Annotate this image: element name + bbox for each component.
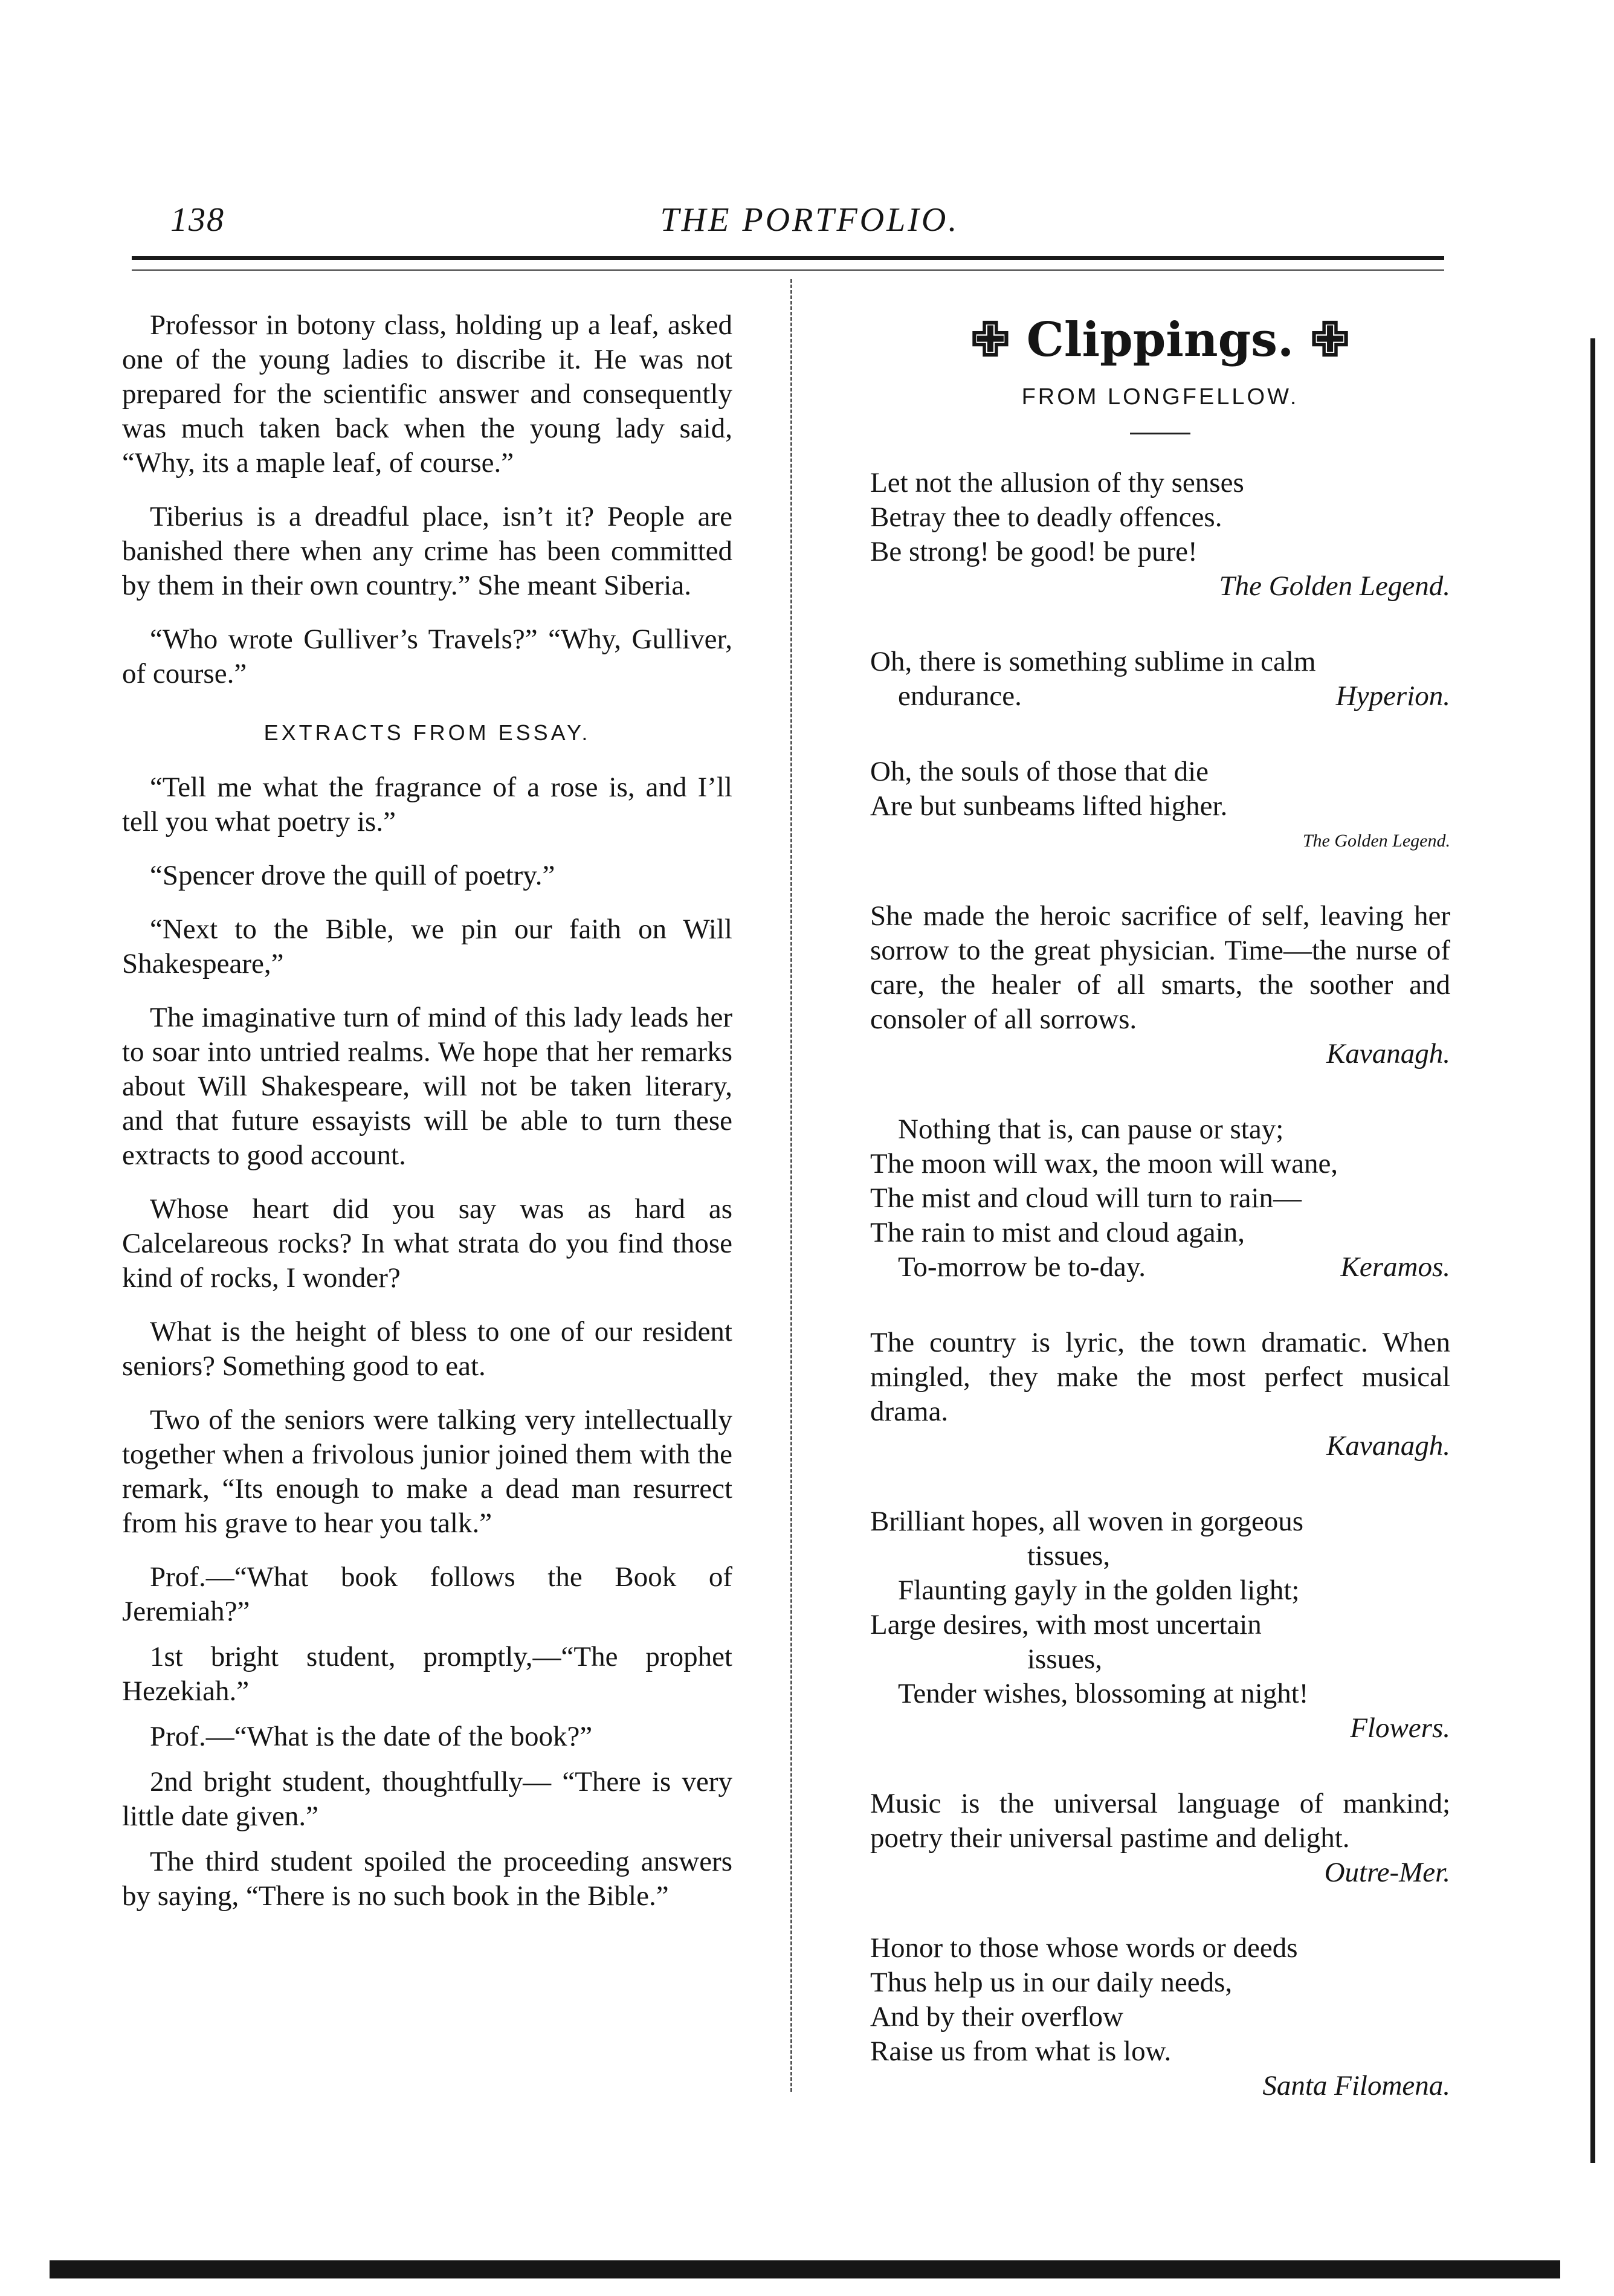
clipping-entry [870,1326,1450,1463]
attribution: Outre-Mer. [1324,1857,1450,1888]
paragraph-extract: “Spencer drove the quill of poetry.” [150,860,555,891]
dialogue-line: The third student spoiled the proceeding answers by saying, “There is no such book in the Bible.” [122,1846,732,1912]
attribution: The Golden Legend. [1302,831,1450,851]
paragraph-extract: The imaginative turn of mind of this lady leads her to soar into untried realms. We hope that her remarks about Will Shakespeare, will not be taken literary, and that future essayists will be able to turn these extracts to good account. [122,1002,732,1171]
verse-line: Oh, the souls of those that die [870,756,1209,787]
dialogue-line: 2nd bright student, thoughtfully— “There is very little date given.” [122,1766,732,1832]
clipping-entry [870,1931,1450,2103]
verse-line: Brilliant hopes, all woven in gorgeous [870,1506,1304,1537]
verse-line: Large desires, with most uncertain [870,1609,1262,1640]
clipping-entry [870,1504,1450,1746]
clippings-subtitle: FROM LONGFELLOW. [1021,384,1299,410]
verse-line: Are but sunbeams lifted higher. [870,790,1228,822]
clipping-entry [870,1112,1450,1285]
column-divider [790,279,792,2092]
paragraph-tiberius: Tiberius is a dreadful place, isn’t it? People are banished there when any crime has been committed by them in their own country.” She meant Siberia. [122,501,732,601]
verse-line-with-attribution [870,1250,1450,1285]
clipping-entry [870,755,1450,858]
header-rule-thin [132,269,1444,271]
running-title: THE PORTFOLIO. [660,201,960,239]
verse-line: To-morrow be to-day. [898,1251,1146,1283]
attribution: Kavanagh. [1326,1430,1450,1462]
clipping-entry [870,645,1450,714]
section-heading-extracts: EXTRACTS FROM ESSAY. [263,720,591,745]
page-edge-shadow [1590,338,1595,2163]
prose-quote: The country is lyric, the town dramatic. When mingled, they make the most perfect musical drama. [870,1327,1450,1427]
header-rule-thick [132,256,1444,260]
verse-line: Let not the allusion of thy senses [870,467,1244,498]
prose-quote: Music is the universal language of mankind; poetry their universal pastime and delight. [870,1788,1450,1854]
paragraph-gulliver: “Who wrote Gulliver’s Travels?” “Why, Gulliver, of course.” [122,624,732,689]
paragraph-extract: Two of the seniors were talking very intellectually together when a frivolous junior joined them with the remark, “Its enough to make a dead man resurrect from his grave to hear you talk.” [122,1404,732,1539]
page-number: 138 [170,201,225,239]
dialogue-line: Prof.—“What is the date of the book?” [150,1721,593,1752]
attribution: Flowers. [1350,1712,1450,1744]
verse-line: endurance. [898,680,1022,712]
attribution: Keramos. [1340,1251,1450,1283]
paragraph-extract: “Next to the Bible, we pin our faith on Will Shakespeare,” [122,914,732,979]
verse-line: The moon will wax, the moon will wane, [870,1148,1338,1179]
verse-line: tissues, [1027,1540,1111,1572]
verse-line: Thus help us in our daily needs, [870,1967,1233,1998]
clipping-entry [870,466,1450,604]
right-column [870,308,1450,2144]
verse-line: Betray thee to deadly offences. [870,501,1222,533]
paragraph-extract: What is the height of bless to one of our resident seniors? Something good to eat. [122,1316,732,1382]
verse-line: issues, [1027,1643,1103,1675]
verse-line: Honor to those whose words or deeds [870,1932,1298,1964]
attribution: Hyperion. [1335,680,1450,712]
verse-line: Tender wishes, blossoming at night! [898,1678,1309,1709]
clippings-title: ✙ Clippings. ✙ [970,312,1350,367]
dialogue-line: 1st bright student, promptly,—“The prophet Hezekiah.” [122,1641,732,1707]
attribution: The Golden Legend. [1219,570,1450,602]
attribution: Kavanagh. [1326,1038,1450,1069]
scan-bottom-edge [50,2260,1560,2278]
prose-quote: She made the heroic sacrifice of self, leaving her sorrow to the great physician. Time—the nurse of care, the healer of all smarts, the soother and consoler of all sorrows. [870,900,1450,1035]
left-column [122,308,732,1924]
paragraph-extract: Whose heart did you say was as hard as Calcelareous rocks? In what strata do you find those kind of rocks, I wonder? [122,1193,732,1294]
verse-line: Raise us from what is low. [870,2036,1172,2067]
clipping-entry [870,1787,1450,1890]
dialogue-line: Prof.—“What book follows the Book of Jeremiah?” [122,1561,732,1627]
verse-line: The mist and cloud will turn to rain— [870,1182,1302,1214]
verse-line-with-attribution [870,679,1450,714]
verse-line: The rain to mist and cloud again, [870,1217,1245,1248]
verse-line: Oh, there is something sublime in calm [870,646,1316,677]
paragraph-botany: Professor in botony class, holding up a leaf, asked one of the young ladies to discribe it. He was not prepared for the scientific answer and consequently was much taken back when the young lady said, “Why, its a maple leaf, of course.” [122,309,732,479]
verse-line: And by their overflow [870,2001,1123,2033]
verse-line: Be strong! be good! be pure! [870,536,1198,567]
short-rule [1130,433,1190,434]
verse-line: Nothing that is, can pause or stay; [898,1114,1284,1145]
clipping-entry [870,899,1450,1071]
paragraph-extract: “Tell me what the fragrance of a rose is, and I’ll tell you what poetry is.” [122,772,732,837]
attribution: Santa Filomena. [1262,2070,1450,2101]
verse-line: Flaunting gayly in the golden light; [898,1575,1300,1606]
